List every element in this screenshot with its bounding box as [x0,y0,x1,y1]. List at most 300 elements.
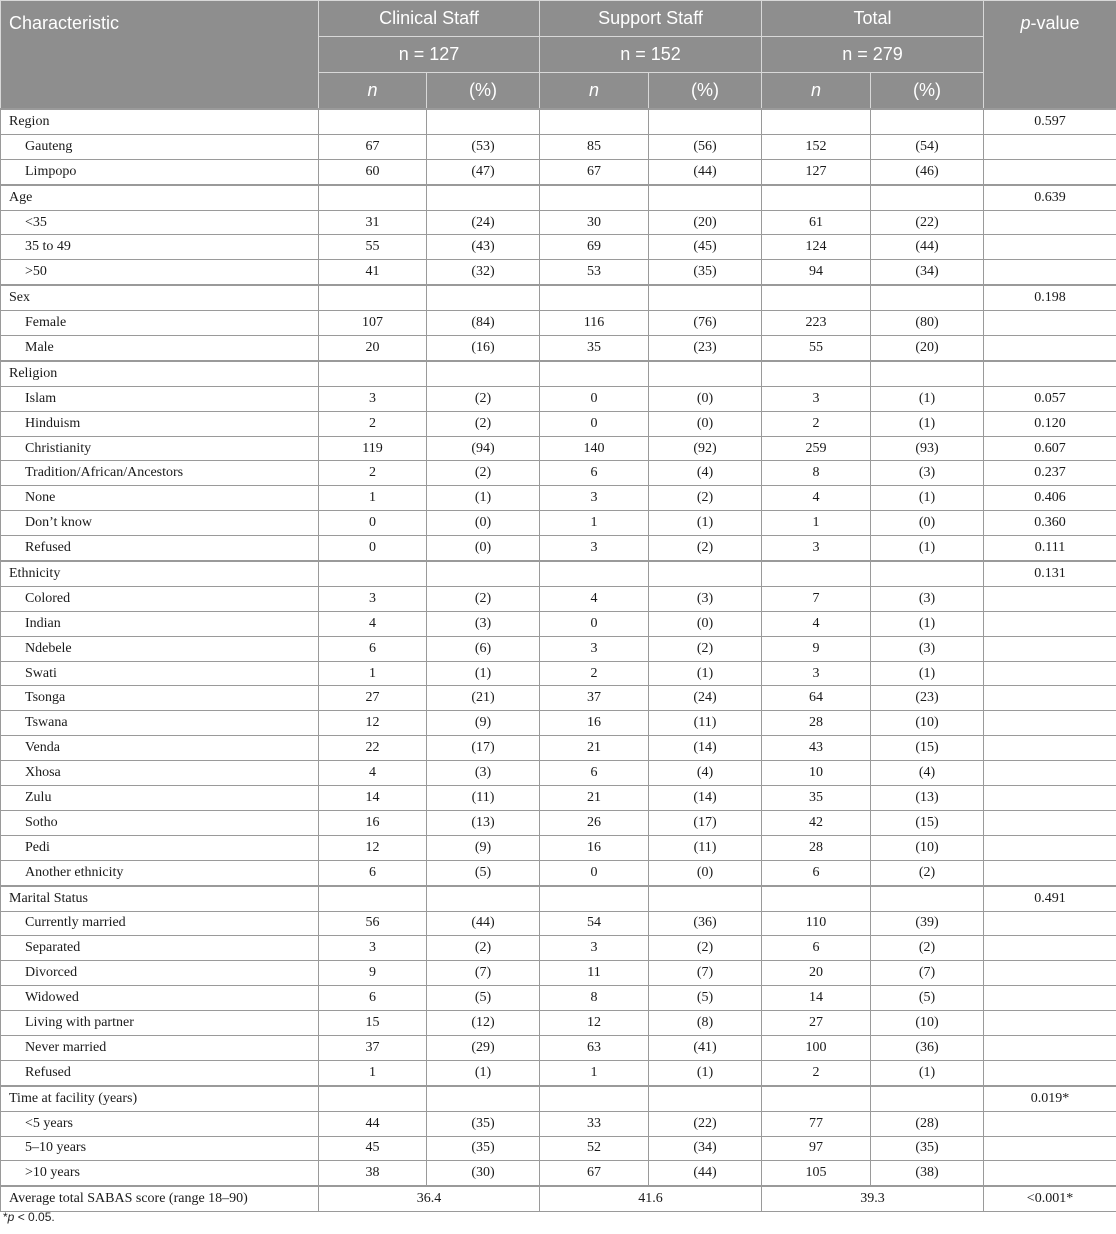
percent-cell: (0) [649,860,762,885]
row-label: Xhosa [1,761,319,786]
percent-cell: (2) [427,461,540,486]
row-label: Gauteng [1,134,319,159]
col-n-header: n [540,73,649,110]
percent-cell: (41) [649,1035,762,1060]
count-cell: 28 [762,711,871,736]
count-cell: 6 [319,860,427,885]
count-cell: 35 [540,336,649,361]
percent-cell: (36) [871,1035,984,1060]
pvalue-cell: 0.597 [984,109,1116,134]
count-cell: 22 [319,736,427,761]
pvalue-cell: 0.198 [984,285,1116,310]
count-cell [762,1086,871,1111]
count-cell: 6 [762,860,871,885]
count-cell: 16 [540,711,649,736]
percent-cell [871,886,984,911]
percent-cell: (35) [427,1136,540,1161]
count-cell: 97 [762,1136,871,1161]
row-label: Female [1,311,319,336]
percent-cell: (56) [649,134,762,159]
table-row [1,511,1116,536]
row-label: Never married [1,1035,319,1060]
score-row [1,1186,1116,1211]
row-label: Tswana [1,711,319,736]
row-label: Zulu [1,786,319,811]
count-cell: 3 [762,661,871,686]
percent-cell: (1) [871,486,984,511]
pvalue-cell [984,134,1116,159]
percent-cell: (20) [649,210,762,235]
percent-cell [427,185,540,210]
col-pct-header: (%) [871,73,984,110]
count-cell: 27 [319,686,427,711]
count-cell: 119 [319,436,427,461]
percent-cell: (17) [427,736,540,761]
count-cell: 1 [540,1060,649,1085]
count-cell: 3 [540,536,649,561]
count-cell: 6 [762,936,871,961]
percent-cell: (5) [871,986,984,1011]
count-cell: 53 [540,260,649,285]
pvalue-cell [984,810,1116,835]
percent-cell: (34) [649,1136,762,1161]
table-body [1,109,1116,1212]
table-row [1,1060,1116,1085]
table-row [1,411,1116,436]
count-cell [540,561,649,586]
row-label: Currently married [1,911,319,936]
row-label: Divorced [1,961,319,986]
percent-cell [871,561,984,586]
pvalue-cell [984,661,1116,686]
count-cell: 69 [540,235,649,260]
count-cell: 9 [762,636,871,661]
count-cell: 0 [319,536,427,561]
percent-cell: (4) [649,461,762,486]
group-row [1,285,1116,310]
percent-cell: (1) [427,1060,540,1085]
percent-cell: (47) [427,159,540,184]
row-label: Tsonga [1,686,319,711]
footnote: *p < 0.05. [3,1210,55,1224]
row-label: Living with partner [1,1011,319,1036]
pvalue-cell: 0.639 [984,185,1116,210]
percent-cell: (0) [427,511,540,536]
pvalue-cell [984,260,1116,285]
count-cell: 1 [319,661,427,686]
count-cell [319,361,427,386]
col-pct-header: (%) [427,73,540,110]
score-cell: 41.6 [540,1186,762,1211]
count-cell [540,1086,649,1111]
percent-cell [649,185,762,210]
count-cell: 60 [319,159,427,184]
group-row [1,185,1116,210]
count-cell [540,361,649,386]
percent-cell: (10) [871,711,984,736]
table-row [1,536,1116,561]
group-label: Time at facility (years) [1,1086,319,1111]
count-cell: 140 [540,436,649,461]
row-label: Don’t know [1,511,319,536]
table-row [1,486,1116,511]
total-n-header: n = 279 [762,37,984,73]
count-cell [319,109,427,134]
count-cell: 56 [319,911,427,936]
percent-cell: (14) [649,786,762,811]
count-cell: 43 [762,736,871,761]
count-cell: 6 [540,461,649,486]
count-cell: 3 [540,636,649,661]
count-cell: 3 [540,936,649,961]
percent-cell: (94) [427,436,540,461]
table-row [1,260,1116,285]
count-cell [762,561,871,586]
count-cell: 52 [540,1136,649,1161]
table-row [1,835,1116,860]
table-row [1,210,1116,235]
count-cell: 107 [319,311,427,336]
percent-cell: (3) [427,611,540,636]
table-row [1,134,1116,159]
percent-cell [649,361,762,386]
count-cell: 0 [540,611,649,636]
percent-cell: (2) [871,936,984,961]
count-cell [540,285,649,310]
count-cell [762,361,871,386]
group-label: Marital Status [1,886,319,911]
table-row [1,1161,1116,1186]
row-label: Average total SABAS score (range 18–90) [1,1186,319,1211]
percent-cell [649,109,762,134]
count-cell: 11 [540,961,649,986]
percent-cell: (38) [871,1161,984,1186]
table-row [1,311,1116,336]
count-cell: 55 [762,336,871,361]
count-cell: 8 [762,461,871,486]
percent-cell: (3) [871,461,984,486]
count-cell: 152 [762,134,871,159]
count-cell: 30 [540,210,649,235]
percent-cell: (28) [871,1111,984,1136]
count-cell [319,285,427,310]
pvalue-header: p-value [984,1,1116,110]
percent-cell: (1) [871,386,984,411]
total-header: Total [762,1,984,37]
count-cell: 27 [762,1011,871,1036]
percent-cell: (13) [871,786,984,811]
pvalue-cell [984,1136,1116,1161]
percent-cell: (23) [871,686,984,711]
percent-cell [649,561,762,586]
percent-cell [427,109,540,134]
percent-cell [871,1086,984,1111]
count-cell: 116 [540,311,649,336]
count-cell: 12 [319,835,427,860]
score-cell: 36.4 [319,1186,540,1211]
pvalue-cell [984,159,1116,184]
table-row [1,786,1116,811]
percent-cell: (0) [649,611,762,636]
pvalue-cell [984,961,1116,986]
percent-cell: (35) [871,1136,984,1161]
row-label: Refused [1,1060,319,1085]
group-row [1,561,1116,586]
percent-cell: (35) [427,1111,540,1136]
group-label: Sex [1,285,319,310]
count-cell: 110 [762,911,871,936]
percent-cell: (29) [427,1035,540,1060]
count-cell [540,109,649,134]
pvalue-cell: 0.406 [984,486,1116,511]
count-cell: 61 [762,210,871,235]
percent-cell: (30) [427,1161,540,1186]
count-cell: 3 [762,386,871,411]
table-row [1,386,1116,411]
group-row [1,1086,1116,1111]
count-cell: 0 [540,386,649,411]
percent-cell [649,886,762,911]
row-label: <5 years [1,1111,319,1136]
percent-cell: (35) [649,260,762,285]
count-cell: 2 [540,661,649,686]
percent-cell [427,1086,540,1111]
col-n-header: n [762,73,871,110]
group-row [1,361,1116,386]
pvalue-cell: 0.120 [984,411,1116,436]
count-cell [762,886,871,911]
percent-cell: (5) [427,860,540,885]
percent-cell: (15) [871,736,984,761]
group-label: Religion [1,361,319,386]
count-cell: 85 [540,134,649,159]
count-cell: 6 [319,636,427,661]
group-label: Region [1,109,319,134]
percent-cell: (3) [649,586,762,611]
row-label: Separated [1,936,319,961]
pvalue-cell: 0.019* [984,1086,1116,1111]
row-label: Ndebele [1,636,319,661]
percent-cell: (76) [649,311,762,336]
count-cell: 2 [762,1060,871,1085]
count-cell: 223 [762,311,871,336]
characteristic-header: Characteristic [1,1,319,110]
clinical-staff-header: Clinical Staff [319,1,540,37]
count-cell: 41 [319,260,427,285]
pvalue-cell [984,336,1116,361]
percent-cell: (1) [871,411,984,436]
percent-cell: (2) [427,586,540,611]
count-cell: 12 [319,711,427,736]
percent-cell: (54) [871,134,984,159]
percent-cell: (12) [427,1011,540,1036]
count-cell: 67 [540,1161,649,1186]
pvalue-cell [984,636,1116,661]
row-label: <35 [1,210,319,235]
row-label: Pedi [1,835,319,860]
count-cell: 1 [540,511,649,536]
percent-cell [427,285,540,310]
percent-cell [649,285,762,310]
row-label: Refused [1,536,319,561]
table-row [1,461,1116,486]
percent-cell: (2) [427,386,540,411]
pvalue-cell [984,835,1116,860]
count-cell [762,185,871,210]
count-cell: 28 [762,835,871,860]
percent-cell: (7) [649,961,762,986]
table-row [1,686,1116,711]
percent-cell: (2) [649,486,762,511]
count-cell: 42 [762,810,871,835]
count-cell: 55 [319,235,427,260]
percent-cell: (80) [871,311,984,336]
count-cell: 16 [319,810,427,835]
count-cell: 77 [762,1111,871,1136]
count-cell: 7 [762,586,871,611]
count-cell: 20 [762,961,871,986]
support-n-header: n = 152 [540,37,762,73]
count-cell: 105 [762,1161,871,1186]
row-label: Another ethnicity [1,860,319,885]
pvalue-cell [984,586,1116,611]
percent-cell: (32) [427,260,540,285]
row-label: Limpopo [1,159,319,184]
count-cell: 12 [540,1011,649,1036]
table-row [1,336,1116,361]
pvalue-cell: 0.360 [984,511,1116,536]
percent-cell: (2) [427,936,540,961]
percent-cell: (2) [427,411,540,436]
percent-cell: (2) [649,536,762,561]
count-cell [540,185,649,210]
pvalue-cell [984,786,1116,811]
percent-cell: (44) [649,159,762,184]
percent-cell: (2) [649,636,762,661]
percent-cell: (53) [427,134,540,159]
percent-cell: (1) [649,1060,762,1085]
pvalue-cell [984,361,1116,386]
percent-cell: (44) [871,235,984,260]
count-cell: 2 [319,461,427,486]
col-pct-header: (%) [649,73,762,110]
row-label: >10 years [1,1161,319,1186]
count-cell: 100 [762,1035,871,1060]
table-row [1,661,1116,686]
pvalue-cell [984,860,1116,885]
pvalue-cell: 0.607 [984,436,1116,461]
pvalue-cell [984,311,1116,336]
pvalue-cell: 0.491 [984,886,1116,911]
count-cell: 1 [319,486,427,511]
percent-cell: (1) [871,536,984,561]
count-cell: 63 [540,1035,649,1060]
percent-cell: (34) [871,260,984,285]
table-row [1,586,1116,611]
percent-cell: (2) [649,936,762,961]
count-cell: 3 [319,386,427,411]
count-cell: 94 [762,260,871,285]
table-row [1,1011,1116,1036]
count-cell: 31 [319,210,427,235]
count-cell [762,285,871,310]
pvalue-cell [984,1011,1116,1036]
score-cell: 39.3 [762,1186,984,1211]
count-cell: 16 [540,835,649,860]
count-cell: 44 [319,1111,427,1136]
count-cell: 4 [762,486,871,511]
percent-cell: (8) [649,1011,762,1036]
percent-cell [871,285,984,310]
pvalue-cell [984,235,1116,260]
percent-cell: (1) [871,661,984,686]
group-label: Ethnicity [1,561,319,586]
count-cell: 1 [762,511,871,536]
percent-cell: (0) [649,411,762,436]
percent-cell: (9) [427,711,540,736]
count-cell [540,886,649,911]
percent-cell: (11) [427,786,540,811]
row-label: None [1,486,319,511]
count-cell [762,109,871,134]
table-row [1,636,1116,661]
percent-cell: (3) [871,586,984,611]
count-cell: 4 [762,611,871,636]
percent-cell: (36) [649,911,762,936]
percent-cell: (5) [427,986,540,1011]
percent-cell: (6) [427,636,540,661]
count-cell: 9 [319,961,427,986]
pvalue-cell: 0.131 [984,561,1116,586]
row-label: Christianity [1,436,319,461]
pvalue-cell [984,1111,1116,1136]
table-row [1,736,1116,761]
table-row [1,159,1116,184]
table-row [1,436,1116,461]
row-label: Venda [1,736,319,761]
row-label: Tradition/African/Ancestors [1,461,319,486]
count-cell: 14 [319,786,427,811]
percent-cell [871,109,984,134]
row-label: 5–10 years [1,1136,319,1161]
pvalue-cell: 0.237 [984,461,1116,486]
count-cell: 20 [319,336,427,361]
pvalue-cell [984,686,1116,711]
percent-cell: (11) [649,835,762,860]
count-cell: 37 [540,686,649,711]
count-cell: 127 [762,159,871,184]
percent-cell: (10) [871,835,984,860]
count-cell: 26 [540,810,649,835]
pvalue-cell [984,711,1116,736]
count-cell: 37 [319,1035,427,1060]
table-row [1,860,1116,885]
percent-cell: (1) [649,661,762,686]
percent-cell: (15) [871,810,984,835]
percent-cell: (5) [649,986,762,1011]
pvalue-cell [984,1161,1116,1186]
row-label: Indian [1,611,319,636]
row-label: Male [1,336,319,361]
count-cell: 21 [540,786,649,811]
count-cell: 0 [319,511,427,536]
pvalue-cell [984,1060,1116,1085]
percent-cell: (23) [649,336,762,361]
percent-cell: (45) [649,235,762,260]
count-cell: 15 [319,1011,427,1036]
percent-cell [871,185,984,210]
table-row [1,711,1116,736]
